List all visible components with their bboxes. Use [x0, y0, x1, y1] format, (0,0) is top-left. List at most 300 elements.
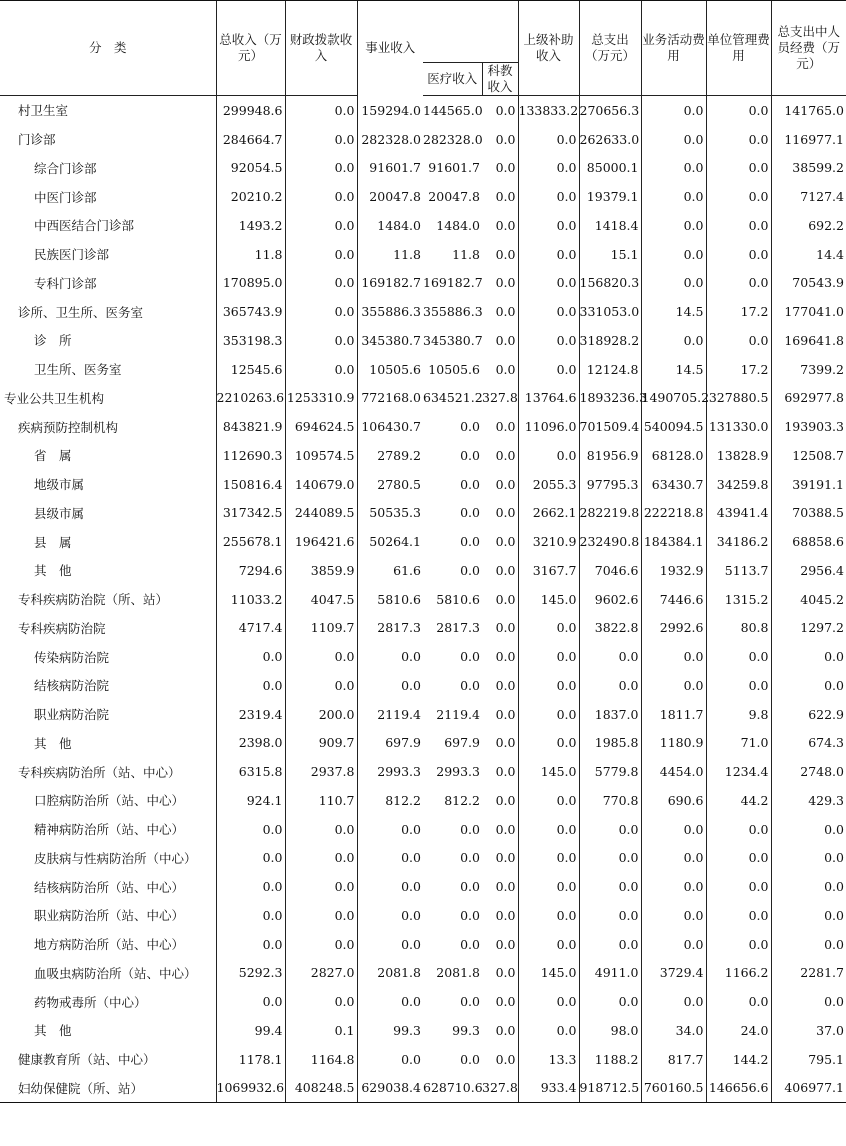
cell-value: 0.0 — [495, 534, 516, 550]
row-category: 职业病防治院 — [34, 707, 110, 723]
cell-value: 0.0 — [706, 930, 771, 959]
table-row — [0, 527, 846, 556]
cell-value: 628710.6 — [423, 1074, 482, 1103]
cell-value: 2956.4 — [771, 556, 846, 585]
table-row — [0, 412, 846, 441]
cell-value: 145.0 — [518, 959, 579, 988]
cell-value: 924.1 — [216, 786, 285, 815]
cell-value: 262633.0 — [579, 125, 641, 154]
table-row — [0, 815, 846, 844]
cell-value: 0.0 — [216, 901, 285, 930]
cell-value: 112690.3 — [216, 441, 285, 470]
table-row — [0, 959, 846, 988]
cell-value: 0.0 — [495, 476, 516, 492]
cell-value: 0.0 — [641, 987, 706, 1016]
header-activity: 业务活动费用 — [641, 1, 706, 96]
cell-value: 0.0 — [518, 642, 579, 671]
cell-value: 68128.0 — [641, 441, 706, 470]
cell-value: 0.0 — [460, 936, 480, 952]
cell-value: 0.0 — [216, 987, 285, 1016]
table-body — [0, 96, 846, 1103]
cell-value: 701509.4 — [579, 412, 641, 441]
cell-value: 7294.6 — [216, 556, 285, 585]
cell-value: 629038.4 — [357, 1074, 423, 1103]
cell-value: 5779.8 — [579, 757, 641, 786]
cell-value: 0.0 — [641, 125, 706, 154]
cell-value: 0.0 — [579, 872, 641, 901]
cell-value: 1811.7 — [641, 700, 706, 729]
cell-value: 697.9 — [444, 735, 480, 751]
header-business: 事业收入 — [357, 1, 423, 96]
table-row — [0, 614, 846, 643]
cell-value: 2993.3 — [357, 757, 423, 786]
cell-value: 10505.6 — [357, 355, 423, 384]
cell-value: 0.0 — [579, 901, 641, 930]
cell-value: 0.0 — [518, 297, 579, 326]
cell-value: 770.8 — [579, 786, 641, 815]
cell-value: 0.0 — [216, 872, 285, 901]
cell-value: 0.0 — [518, 786, 579, 815]
table-row — [0, 901, 846, 930]
row-category: 专科疾病防治院（所、站） — [18, 592, 169, 608]
cell-value: 80.8 — [706, 614, 771, 643]
table-row — [0, 700, 846, 729]
cell-value: 12124.8 — [579, 355, 641, 384]
cell-value: 0.0 — [518, 671, 579, 700]
cell-value: 1418.4 — [579, 211, 641, 240]
cell-value: 4047.5 — [285, 585, 357, 614]
cell-value: 34.0 — [641, 1016, 706, 1045]
cell-value: 353198.3 — [216, 326, 285, 355]
cell-value: 0.0 — [706, 671, 771, 700]
cell-value: 2319.4 — [216, 700, 285, 729]
table-row — [0, 642, 846, 671]
cell-value: 169182.7 — [357, 269, 423, 298]
cell-value: 408248.5 — [285, 1074, 357, 1103]
cell-value: 97795.3 — [579, 470, 641, 499]
cell-value: 244089.5 — [285, 499, 357, 528]
cell-value: 0.0 — [641, 872, 706, 901]
cell-value: 918712.5 — [579, 1074, 641, 1103]
cell-value: 193903.3 — [771, 412, 846, 441]
cell-value: 0.0 — [579, 844, 641, 873]
cell-value: 7127.4 — [771, 182, 846, 211]
row-category: 血吸虫病防治所（站、中心） — [34, 965, 197, 981]
cell-value: 0.0 — [706, 987, 771, 1016]
row-category: 中医门诊部 — [34, 189, 97, 205]
cell-value: 282328.0 — [423, 131, 483, 147]
cell-value: 0.0 — [706, 872, 771, 901]
cell-value: 0.0 — [285, 297, 357, 326]
table-row — [0, 499, 846, 528]
cell-value: 0.0 — [706, 154, 771, 183]
row-category: 疾病预防控制机构 — [18, 419, 119, 435]
cell-value: 0.0 — [285, 269, 357, 298]
cell-value: 0.0 — [285, 154, 357, 183]
header-total-income: 总收入（万元） — [216, 1, 285, 96]
cell-value: 0.0 — [495, 505, 516, 521]
row-category: 民族医门诊部 — [34, 247, 110, 263]
table-row — [0, 154, 846, 183]
table-row — [0, 384, 846, 413]
cell-value: 0.0 — [771, 987, 846, 1016]
header-fiscal: 财政拨款收入 — [285, 1, 357, 96]
table-row — [0, 671, 846, 700]
row-category: 县 属 — [34, 534, 72, 550]
cell-value: 14.5 — [641, 297, 706, 326]
cell-value: 0.0 — [285, 901, 357, 930]
cell-value: 0.0 — [495, 275, 516, 291]
cell-value: 0.0 — [641, 671, 706, 700]
cell-value: 270656.3 — [579, 96, 641, 125]
cell-value: 0.0 — [216, 642, 285, 671]
cell-value: 933.4 — [518, 1074, 579, 1103]
cell-value: 0.0 — [216, 671, 285, 700]
cell-value: 0.0 — [460, 821, 480, 837]
cell-value: 0.0 — [518, 1016, 579, 1045]
cell-value: 0.0 — [357, 642, 423, 671]
cell-value: 0.0 — [495, 160, 516, 176]
cell-value: 106430.7 — [357, 412, 423, 441]
cell-value: 0.0 — [495, 649, 516, 665]
cell-value: 0.0 — [518, 815, 579, 844]
cell-value: 13.3 — [518, 1045, 579, 1074]
cell-value: 0.0 — [771, 901, 846, 930]
cell-value: 43941.4 — [706, 499, 771, 528]
table-row — [0, 125, 846, 154]
cell-value: 91601.7 — [357, 154, 423, 183]
cell-value: 0.0 — [579, 987, 641, 1016]
cell-value: 0.0 — [460, 1051, 480, 1067]
cell-value: 0.0 — [460, 994, 480, 1010]
cell-value: 317342.5 — [216, 499, 285, 528]
cell-value: 0.0 — [518, 326, 579, 355]
cell-value: 0.0 — [641, 182, 706, 211]
cell-value: 0.0 — [706, 642, 771, 671]
cell-value: 5113.7 — [706, 556, 771, 585]
cell-value: 3210.9 — [518, 527, 579, 556]
cell-value: 0.0 — [357, 844, 423, 873]
cell-value: 0.0 — [460, 562, 480, 578]
row-category: 结核病防治所（站、中心） — [34, 879, 185, 895]
row-category: 村卫生室 — [18, 103, 69, 119]
cell-value: 0.0 — [706, 240, 771, 269]
cell-value: 1180.9 — [641, 729, 706, 758]
cell-value: 169641.8 — [771, 326, 846, 355]
cell-value: 0.0 — [216, 930, 285, 959]
cell-value: 1178.1 — [216, 1045, 285, 1074]
cell-value: 0.0 — [495, 936, 516, 952]
cell-value: 11.8 — [216, 240, 285, 269]
cell-value: 0.0 — [285, 930, 357, 959]
cell-value: 0.0 — [495, 361, 516, 377]
cell-value: 0.0 — [579, 642, 641, 671]
header-business-sub-spacer — [423, 1, 518, 63]
cell-value: 0.0 — [495, 677, 516, 693]
table-row — [0, 556, 846, 585]
cell-value: 159294.0 — [357, 96, 423, 125]
cell-value: 10505.6 — [428, 361, 480, 377]
cell-value: 0.0 — [460, 476, 480, 492]
row-category: 卫生所、医务室 — [34, 362, 122, 378]
row-category: 诊 所 — [34, 333, 72, 349]
cell-value: 2119.4 — [436, 706, 480, 722]
cell-value: 0.0 — [641, 901, 706, 930]
cell-value: 697.9 — [357, 729, 423, 758]
cell-value: 429.3 — [771, 786, 846, 815]
cell-value: 0.0 — [518, 872, 579, 901]
cell-value: 406977.1 — [771, 1074, 846, 1103]
cell-value: 13828.9 — [706, 441, 771, 470]
cell-value: 0.0 — [518, 125, 579, 154]
cell-value: 692977.8 — [771, 384, 846, 413]
cell-value: 63430.7 — [641, 470, 706, 499]
cell-value: 0.0 — [495, 879, 516, 895]
cell-value: 0.0 — [495, 735, 516, 751]
cell-value: 0.0 — [460, 879, 480, 895]
cell-value: 0.0 — [518, 700, 579, 729]
cell-value: 50264.1 — [357, 527, 423, 556]
table-row — [0, 1045, 846, 1074]
cell-value: 0.0 — [216, 844, 285, 873]
cell-value: 0.0 — [495, 706, 516, 722]
cell-value: 0.0 — [495, 994, 516, 1010]
table-row — [0, 844, 846, 873]
cell-value: 634521.2 — [423, 390, 483, 406]
cell-value: 0.0 — [495, 304, 516, 320]
cell-value: 843821.9 — [216, 412, 285, 441]
cell-value: 0.0 — [706, 125, 771, 154]
cell-value: 13764.6 — [518, 384, 579, 413]
row-category: 省 属 — [34, 448, 72, 464]
row-category: 县级市属 — [34, 505, 85, 521]
cell-value: 0.0 — [495, 419, 516, 435]
cell-value: 0.0 — [579, 815, 641, 844]
cell-value: 1109.7 — [285, 614, 357, 643]
cell-value: 170895.0 — [216, 269, 285, 298]
cell-value: 0.0 — [518, 182, 579, 211]
cell-value: 327.8 — [482, 1074, 518, 1103]
table-row — [0, 182, 846, 211]
cell-value: 0.0 — [495, 620, 516, 636]
cell-value: 795.1 — [771, 1045, 846, 1074]
cell-value: 1932.9 — [641, 556, 706, 585]
table-row — [0, 441, 846, 470]
row-category: 门诊部 — [18, 132, 56, 148]
cell-value: 222218.8 — [641, 499, 706, 528]
cell-value: 0.0 — [460, 850, 480, 866]
cell-value: 1893236.3 — [579, 384, 641, 413]
row-category: 地方病防治所（站、中心） — [34, 937, 185, 953]
cell-value: 0.0 — [285, 240, 357, 269]
cell-value: 11.8 — [452, 246, 480, 262]
cell-value: 0.0 — [285, 211, 357, 240]
table-row — [0, 872, 846, 901]
row-category: 专科疾病防治院 — [18, 620, 106, 636]
cell-value: 0.0 — [579, 930, 641, 959]
cell-value: 184384.1 — [641, 527, 706, 556]
cell-value: 0.0 — [357, 671, 423, 700]
cell-value: 81956.9 — [579, 441, 641, 470]
cell-value: 674.3 — [771, 729, 846, 758]
cell-value: 232490.8 — [579, 527, 641, 556]
cell-value: 0.0 — [460, 649, 480, 665]
cell-value: 0.0 — [285, 355, 357, 384]
cell-value: 0.0 — [495, 131, 516, 147]
cell-value: 2827.0 — [285, 959, 357, 988]
cell-value: 299948.6 — [216, 96, 285, 125]
cell-value: 2055.3 — [518, 470, 579, 499]
row-category: 中西医结合门诊部 — [34, 218, 135, 234]
cell-value: 70543.9 — [771, 269, 846, 298]
cell-value: 0.0 — [706, 901, 771, 930]
cell-value: 0.0 — [495, 821, 516, 837]
cell-value: 0.0 — [495, 1051, 516, 1067]
cell-value: 4717.4 — [216, 614, 285, 643]
header-superior: 上级补助收入 — [518, 1, 579, 96]
cell-value: 0.0 — [706, 96, 771, 125]
row-category: 皮肤病与性病防治所（中心） — [34, 850, 197, 866]
table-header — [0, 1, 846, 96]
cell-value: 0.0 — [495, 246, 516, 262]
cell-value: 15.1 — [579, 240, 641, 269]
row-category: 结核病防治院 — [34, 678, 110, 694]
cell-value: 0.0 — [641, 211, 706, 240]
cell-value: 0.0 — [518, 901, 579, 930]
cell-value: 0.0 — [706, 211, 771, 240]
cell-value: 1164.8 — [285, 1045, 357, 1074]
cell-value: 1315.2 — [706, 585, 771, 614]
cell-value: 20047.8 — [428, 189, 480, 205]
cell-value: 0.0 — [357, 1045, 423, 1074]
cell-value: 144565.0 — [423, 102, 483, 118]
cell-value: 98.0 — [579, 1016, 641, 1045]
cell-value: 345380.7 — [357, 326, 423, 355]
cell-value: 133833.2 — [518, 96, 579, 125]
row-category: 地级市属 — [34, 477, 85, 493]
cell-value: 17.2 — [706, 297, 771, 326]
cell-value: 9.8 — [706, 700, 771, 729]
cell-value: 1166.2 — [706, 959, 771, 988]
table-row — [0, 786, 846, 815]
cell-value: 3859.9 — [285, 556, 357, 585]
cell-value: 0.0 — [518, 729, 579, 758]
cell-value: 355886.3 — [357, 297, 423, 326]
cell-value: 0.0 — [641, 815, 706, 844]
cell-value: 0.0 — [706, 269, 771, 298]
cell-value: 91601.7 — [428, 160, 480, 176]
row-category: 职业病防治所（站、中心） — [34, 908, 185, 924]
cell-value: 0.0 — [357, 815, 423, 844]
table-row — [0, 585, 846, 614]
cell-value: 0.0 — [518, 441, 579, 470]
cell-value: 0.0 — [641, 240, 706, 269]
table-row — [0, 987, 846, 1016]
cell-value: 5810.6 — [357, 585, 423, 614]
cell-value: 0.0 — [495, 591, 516, 607]
cell-value: 0.0 — [285, 326, 357, 355]
cell-value: 0.0 — [641, 96, 706, 125]
cell-value: 2789.2 — [357, 441, 423, 470]
table-row — [0, 1016, 846, 1045]
cell-value: 0.0 — [495, 189, 516, 205]
cell-value: 2081.8 — [357, 959, 423, 988]
cell-value: 150816.4 — [216, 470, 285, 499]
cell-value: 692.2 — [771, 211, 846, 240]
cell-value: 0.0 — [460, 907, 480, 923]
cell-value: 0.0 — [641, 642, 706, 671]
cell-value: 760160.5 — [641, 1074, 706, 1103]
cell-value: 50535.3 — [357, 499, 423, 528]
cell-value: 690.6 — [641, 786, 706, 815]
cell-value: 0.0 — [771, 872, 846, 901]
cell-value: 0.0 — [460, 447, 480, 463]
cell-value: 0.0 — [460, 534, 480, 550]
cell-value: 85000.1 — [579, 154, 641, 183]
cell-value: 37.0 — [771, 1016, 846, 1045]
header-medical: 医疗收入 — [423, 63, 482, 96]
cell-value: 0.0 — [579, 671, 641, 700]
cell-value: 0.0 — [285, 182, 357, 211]
cell-value: 145.0 — [518, 585, 579, 614]
cell-value: 6315.8 — [216, 757, 285, 786]
cell-value: 7046.6 — [579, 556, 641, 585]
cell-value: 2817.3 — [357, 614, 423, 643]
cell-value: 0.0 — [518, 614, 579, 643]
cell-value: 1493.2 — [216, 211, 285, 240]
cell-value: 0.0 — [771, 930, 846, 959]
cell-value: 1069932.6 — [216, 1074, 285, 1103]
cell-value: 1837.0 — [579, 700, 641, 729]
cell-value: 2817.3 — [436, 620, 480, 636]
cell-value: 17.2 — [706, 355, 771, 384]
cell-value: 0.0 — [460, 677, 480, 693]
cell-value: 110.7 — [285, 786, 357, 815]
cell-value: 0.0 — [495, 447, 516, 463]
cell-value: 0.0 — [285, 815, 357, 844]
table-row — [0, 326, 846, 355]
table-row — [0, 269, 846, 298]
cell-value: 2081.8 — [436, 965, 480, 981]
table-row — [0, 211, 846, 240]
cell-value: 144.2 — [706, 1045, 771, 1074]
cell-value: 1484.0 — [357, 211, 423, 240]
cell-value: 141765.0 — [771, 96, 846, 125]
row-category: 诊所、卫生所、医务室 — [18, 304, 144, 320]
cell-value: 365743.9 — [216, 297, 285, 326]
cell-value: 0.0 — [518, 930, 579, 959]
cell-value: 1484.0 — [436, 217, 480, 233]
cell-value: 3729.4 — [641, 959, 706, 988]
row-category: 其 他 — [34, 1023, 72, 1039]
cell-value: 0.0 — [518, 269, 579, 298]
cell-value: 196421.6 — [285, 527, 357, 556]
cell-value: 0.0 — [771, 815, 846, 844]
cell-value: 131330.0 — [706, 412, 771, 441]
row-category: 口腔病防治所（站、中心） — [34, 793, 185, 809]
cell-value: 24.0 — [706, 1016, 771, 1045]
header-research: 科教收入 — [482, 63, 518, 96]
cell-value: 44.2 — [706, 786, 771, 815]
table-row — [0, 297, 846, 326]
cell-value: 1234.4 — [706, 757, 771, 786]
cell-value: 70388.5 — [771, 499, 846, 528]
cell-value: 255678.1 — [216, 527, 285, 556]
cell-value: 0.0 — [357, 987, 423, 1016]
table-row — [0, 96, 846, 125]
cell-value: 0.0 — [285, 96, 357, 125]
cell-value: 282219.8 — [579, 499, 641, 528]
